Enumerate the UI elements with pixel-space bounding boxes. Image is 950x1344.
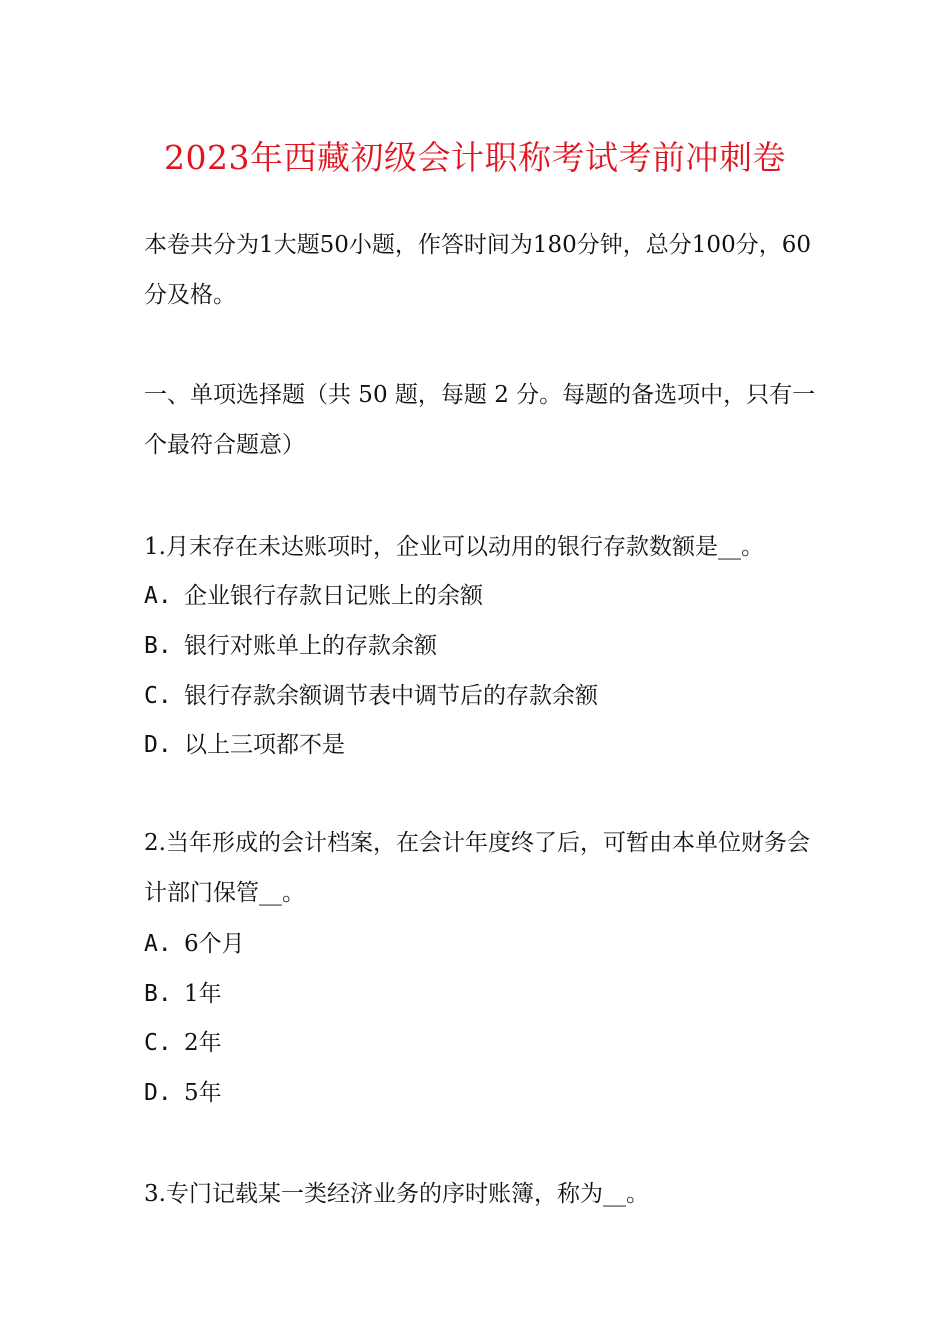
- question-1-option-c: [144, 681, 824, 711]
- section-heading: 一、单项选择题（共 50 题，每题 2 分。每题的备选项中，只有一个最符合题意）: [144, 382, 816, 458]
- option-letter: B.: [144, 981, 172, 1007]
- question-1-option-b: [144, 631, 824, 661]
- document-title: 2023年西藏初级会计职称考试考前冲刺卷: [164, 138, 786, 177]
- option-text: 5年: [184, 1080, 222, 1106]
- question-2-option-a: [144, 929, 824, 959]
- option-text: 银行对账单上的存款余额: [184, 633, 437, 659]
- option-letter: D.: [144, 732, 172, 758]
- option-letter: A.: [144, 583, 172, 609]
- question-1-option-d: [144, 730, 824, 760]
- option-letter: B.: [144, 633, 172, 659]
- option-text: 企业银行存款日记账上的余额: [184, 583, 483, 609]
- question-1-option-a: [144, 581, 824, 611]
- option-text: 2年: [184, 1030, 222, 1056]
- option-letter: D.: [144, 1080, 172, 1106]
- option-letter: A.: [144, 931, 172, 957]
- question-1-stem: 1.月末存在未达账项时，企业可以动用的银行存款数额是__。: [144, 534, 764, 560]
- option-text: 银行存款余额调节表中调节后的存款余额: [184, 683, 598, 709]
- option-text: 以上三项都不是: [184, 732, 345, 758]
- option-text: 6个月: [184, 931, 245, 957]
- question-2-option-d: [144, 1078, 824, 1108]
- option-text: 1年: [184, 981, 222, 1007]
- option-letter: C.: [144, 1030, 172, 1056]
- exam-intro: 本卷共分为1大题50小题，作答时间为180分钟，总分100分，60分及格。: [144, 232, 811, 308]
- question-2-stem: 2.当年形成的会计档案，在会计年度终了后，可暂由本单位财务会计部门保管__。: [144, 830, 810, 906]
- option-letter: C.: [144, 683, 172, 709]
- question-3-stem: 3.专门记载某一类经济业务的序时账簿，称为__。: [144, 1181, 649, 1207]
- question-2-option-c: [144, 1028, 824, 1058]
- question-2-option-b: [144, 979, 824, 1009]
